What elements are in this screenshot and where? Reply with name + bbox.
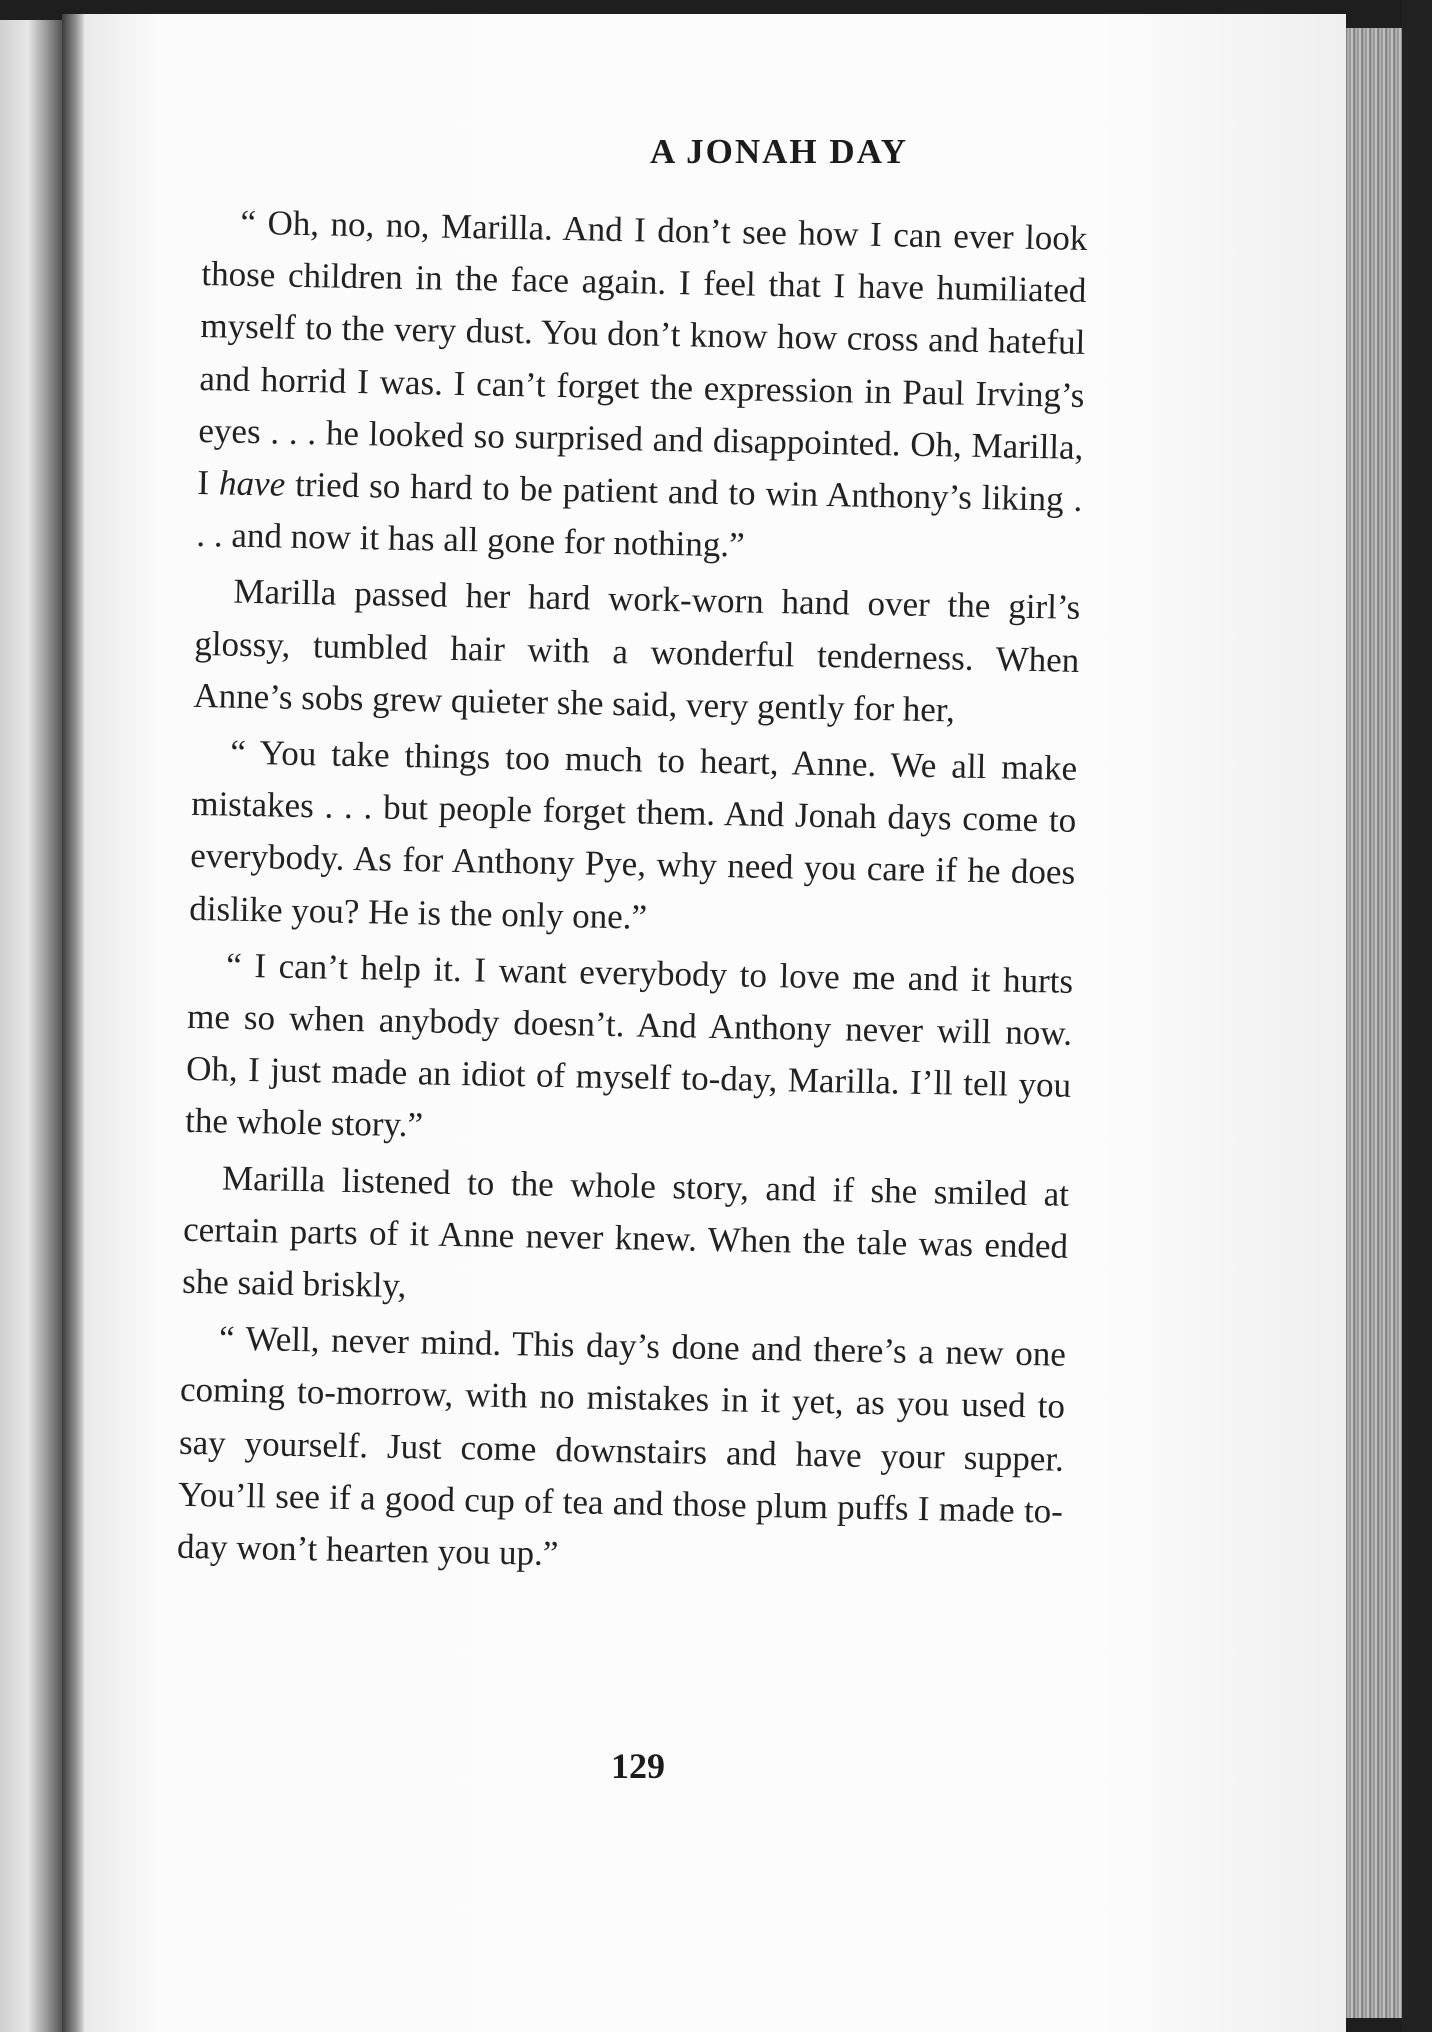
paragraph: “ I can’t help it. I want everybody to love me and it hurts me so when anybody doesn’t. And Anthony never will now. Oh, I just made an idiot of myself to-day, Marilla. I’ll tell you the whole story.” <box>184 945 1074 1145</box>
page-number: 129 <box>611 1746 665 1786</box>
paragraph: “ Well, never mind. This day’s done and there’s a new one coming to-morrow, with no mistakes in it yet, as you used to say yourself. Just come downstairs and have your supper. You’ll see if a good cup of tea and those plum puffs I made to-day won’t hearten you up.” <box>176 1318 1067 1574</box>
running-head <box>84 132 1346 172</box>
paragraph: “ Oh, no, no, Marilla. And I don’t see how I can ever look those children in the face again. I feel that I have humiliated myself to the very dust. You don’t know how cross and hateful and horrid I was. I can’t forget the expression in Paul Irving’s eyes . . . he looked so surprised and disappointed. Oh, Marilla, I have tried so hard to be patient and to win Anthony’s liking . . . and now it has all gone for nothing.” <box>196 202 1088 565</box>
paragraph: Marilla passed her hard work-worn hand over the girl’s glossy, tumbled hair with a wonderful tenderness. When Anne’s sobs grew quieter she said, very gently for her, <box>193 572 1081 730</box>
paragraph: “ You take things too much to heart, Anne. We all make mistakes . . . but people forget them. And Jonah days come to everybody. As for Anthony Pye, why need you care if he does dislike you? He is the only one.” <box>188 732 1078 937</box>
left-page-edge <box>0 20 62 2032</box>
right-background <box>1402 0 1432 2032</box>
page-edges <box>1346 28 1402 2018</box>
running-head-text: A JONAH DAY <box>650 132 908 171</box>
body-text <box>177 196 1088 1590</box>
book-gutter <box>62 14 84 2032</box>
paragraph: Marilla listened to the whole story, and if she smiled at certain parts of it Anne never knew. When the tale was ended she said briskly, <box>181 1158 1070 1306</box>
